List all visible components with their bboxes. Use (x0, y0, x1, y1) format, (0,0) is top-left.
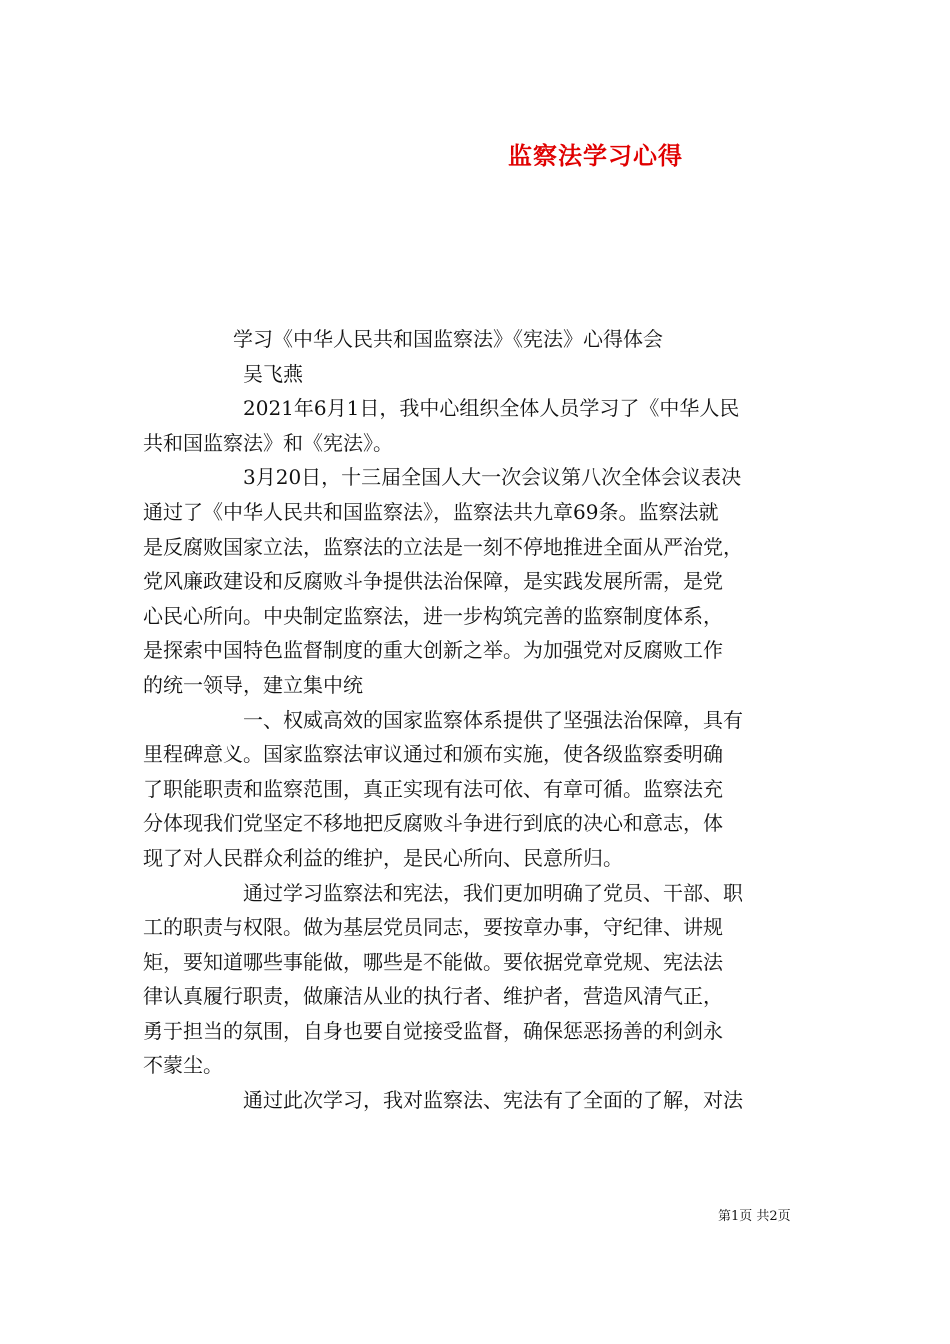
paragraph-line: 的统一领导，建立集中统 (143, 672, 363, 697)
paragraph-line: 工的职责与权限。做为基层党员同志，要按章办事，守纪律、讲规 (143, 915, 723, 940)
paragraph-line: 里程碑意义。国家监察法审议通过和颁布实施，使各级监察委明确 (143, 742, 723, 767)
page-number: 第1页 共2页 (718, 1209, 791, 1224)
paragraph-line: 现了对人民群众利益的维护，是民心所向、民意所归。 (143, 845, 623, 870)
paragraph-line: 通过了《中华人民共和国监察法》，监察法共九章69条。监察法就 (143, 499, 719, 524)
paragraph-line: 一、权威高效的国家监察体系提供了坚强法治保障，具有 (243, 707, 743, 732)
paragraph-line: 通过学习监察法和宪法，我们更加明确了党员、干部、职 (243, 880, 743, 905)
document-body (143, 322, 811, 1118)
paragraph-line: 分体现我们党坚定不移地把反腐败斗争进行到底的决心和意志，体 (143, 811, 723, 836)
paragraph-line: 3月20日，十三届全国人大一次会议第八次全体会议表决 (243, 465, 742, 490)
paragraph-line: 党风廉政建设和反腐败斗争提供法治保障，是实践发展所需，是党 (143, 569, 723, 594)
paragraph-line: 是探索中国特色监督制度的重大创新之举。为加强党对反腐败工作 (143, 638, 723, 663)
paragraph (143, 460, 811, 702)
document-subtitle: 学习《中华人民共和国监察法》《宪法》心得体会 (233, 327, 663, 351)
paragraph (143, 1083, 811, 1118)
paragraph-line: 了职能职责和监察范围，真正实现有法可依、有章可循。监察法充 (143, 776, 723, 801)
paragraph-line: 律认真履行职责，做廉洁从业的执行者、维护者，营造风清气正， (143, 984, 723, 1009)
paragraph (143, 876, 811, 1084)
paragraph-line: 通过此次学习，我对监察法、宪法有了全面的了解，对法 (243, 1088, 743, 1113)
author-name: 吴飞燕 (243, 361, 303, 386)
paragraph (143, 703, 811, 876)
paragraph-line: 勇于担当的氛围，自身也要自觉接受监督，确保惩恶扬善的利剑永 (143, 1018, 723, 1043)
paragraph-line: 矩，要知道哪些事能做，哪些是不能做。要依据党章党规、宪法法 (143, 949, 723, 974)
paragraph-line: 不蒙尘。 (143, 1053, 223, 1078)
paragraph-line: 共和国监察法》和《宪法》。 (143, 430, 393, 455)
paragraph-line: 心民心所向。中央制定监察法，进一步构筑完善的监察制度体系， (143, 603, 723, 628)
paragraph-line: 2021年6月1日，我中心组织全体人员学习了《中华人民 (243, 396, 740, 421)
page-title: 监察法学习心得 (508, 141, 683, 170)
paragraph-line: 是反腐败国家立法，监察法的立法是一刻不停地推进全面从严治党， (143, 534, 743, 559)
paragraph (143, 391, 811, 460)
